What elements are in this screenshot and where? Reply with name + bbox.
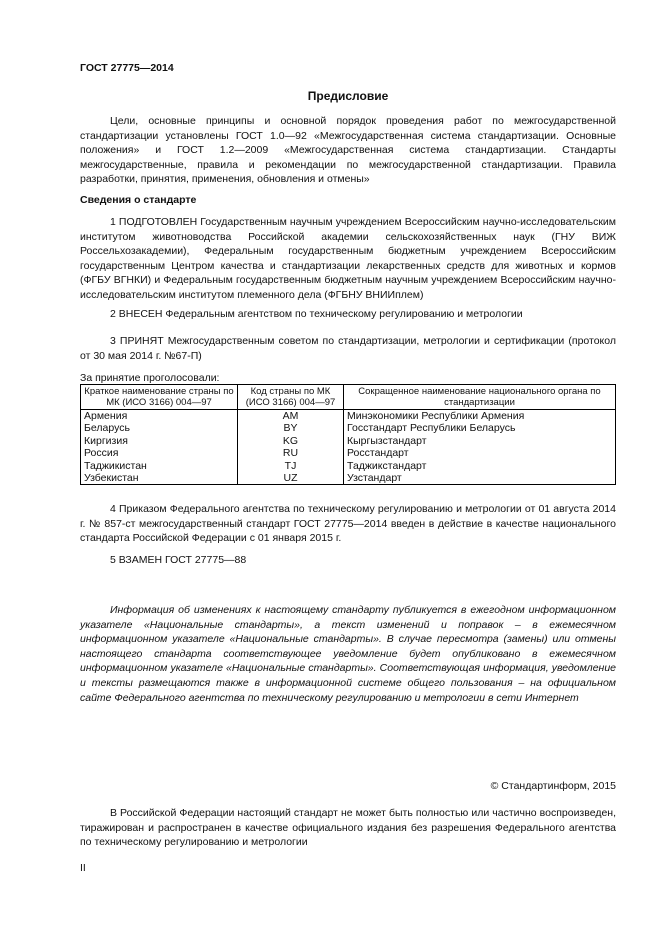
- item-replaces: 5 ВЗАМЕН ГОСТ 27775—88: [110, 554, 247, 566]
- table-row: [81, 472, 616, 485]
- table-row: [81, 460, 616, 472]
- header-code: Код страны по МК (ИСО 3166) 004—97: [238, 385, 344, 410]
- rights-notice: В Российской Федерации настоящий стандарт не может быть полностью или частично воспроизведен, тиражирован и распространен в качестве официального издания без разрешения Федерального агентства по техническому регулированию и метрологии: [80, 807, 616, 849]
- table-row: [81, 422, 616, 434]
- item-adopted: 3 ПРИНЯТ Межгосударственным советом по стандартизации, метрологии и сертификации (протокол от 30 мая 2014 г. №67-П): [80, 335, 616, 362]
- standards-body: Узстандарт: [344, 472, 616, 485]
- table-row: [81, 410, 616, 423]
- intro-paragraph: Цели, основные принципы и основной порядок проведения работ по межгосударственной стандартизации установлены ГОСТ 1.0—92 «Межгосударственная система стандартизации. Основные положения» и ГОСТ 1.2—2009 «Межгосударственная система стандартизации. Стандарты межгосударственные, правила и рекомендации по межгосударственной стандартизации. Правила разработки, принятия, применения, обновления и отмены»: [80, 115, 616, 186]
- table-row: [81, 447, 616, 459]
- country-code: KG: [238, 435, 344, 447]
- copyright: © Стандартинформ, 2015: [490, 780, 616, 792]
- standards-body: Кыргызстандарт: [344, 435, 616, 447]
- country-name: Беларусь: [81, 422, 238, 434]
- country-code: RU: [238, 447, 344, 459]
- item-order: 4 Приказом Федерального агентства по техническому регулированию и метрологии от 01 августа 2014 г. № 857-ст межгосударственный стандарт ГОСТ 27775—2014 введен в действие в качестве национального стандарта Российской Федерации с 01 января 2015 г.: [80, 503, 616, 545]
- country-name: Россия: [81, 447, 238, 459]
- country-code: BY: [238, 422, 344, 434]
- country-code: UZ: [238, 472, 344, 485]
- document-code: ГОСТ 27775—2014: [80, 62, 174, 74]
- country-name: Киргизия: [81, 435, 238, 447]
- standards-body: Госстандарт Республики Беларусь: [344, 422, 616, 434]
- country-code: TJ: [238, 460, 344, 472]
- votes-table: [80, 384, 616, 485]
- votes-table-header: [81, 385, 616, 410]
- header-body: Сокращенное наименование национального органа по стандартизации: [344, 385, 616, 410]
- country-name: Таджикистан: [81, 460, 238, 472]
- standards-body: Росстандарт: [344, 447, 616, 459]
- standards-body: Таджикстандарт: [344, 460, 616, 472]
- page-number: II: [80, 862, 86, 874]
- info-heading: Сведения о стандарте: [80, 194, 197, 206]
- standards-body: Минэкономики Республики Армения: [344, 410, 616, 423]
- update-notice: Информация об изменениях к настоящему стандарту публикуется в ежегодном информационном указателе «Национальные стандарты», а текст изменений и поправок – в ежемесячном информационном указателе «Национальные стандарты». В случае пересмотра (замены) или отмены настоящего стандарта соответствующее уведомление будет опубликовано в ежемесячном информационном указателе «Национальные стандарты». Соответствующая информация, уведомление и тексты размещаются также в информационной системе общего пользования – на официальном сайте Федерального агентства по техническому регулированию и метрологии в сети Интернет: [80, 604, 616, 704]
- country-code: AM: [238, 410, 344, 423]
- item-introduced: 2 ВНЕСЕН Федеральным агентством по техническому регулированию и метрологии: [110, 308, 523, 320]
- votes-caption: За принятие проголосовали:: [80, 372, 220, 384]
- item-prepared: 1 ПОДГОТОВЛЕН Государственным научным учреждением Всероссийским научно-исследовательским институтом животноводства Российской академии сельскохозяйственных наук (ГНУ ВИЖ Россельхозакадемии), Федеральным государственным бюджетным учреждением Всероссийским государственным Центром качества и стандартизации лекарственных средств для животных и кормов (ФГБУ ВГНКИ) и Федеральным государственным бюджетным научным учреждением Всероссийским научно-исследовательским институтом племенного дела (ФГБНУ ВНИИплем): [80, 216, 616, 301]
- country-name: Армения: [81, 410, 238, 423]
- table-row: [81, 435, 616, 447]
- page-title: Предисловие: [307, 89, 389, 103]
- header-country: Краткое наименование страны по МК (ИСО 3166) 004—97: [81, 385, 238, 410]
- country-name: Узбекистан: [81, 472, 238, 485]
